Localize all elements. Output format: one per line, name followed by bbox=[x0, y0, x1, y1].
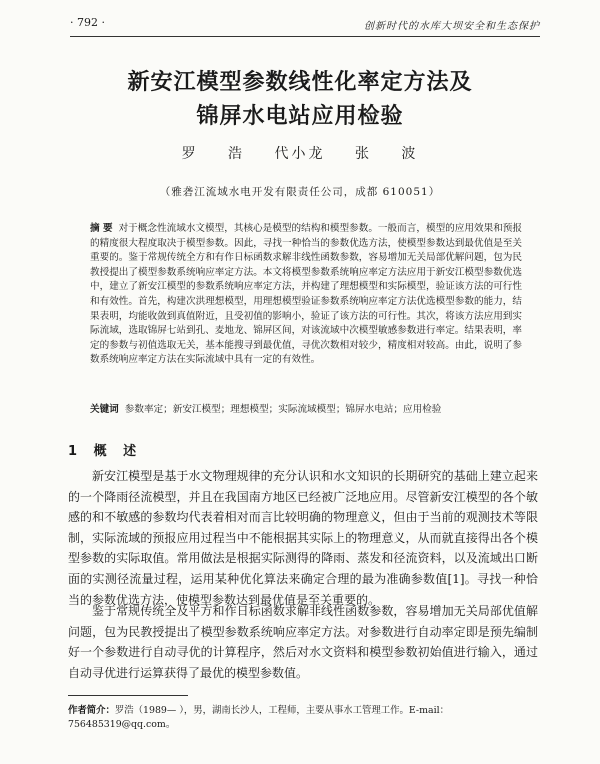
affiliation: （雅砻江流域水电开发有限责任公司，成都 610051） bbox=[159, 186, 441, 198]
running-header bbox=[70, 14, 540, 37]
body-paragraph-1: 新安江模型是基于水文物理规律的充分认识和水文知识的长期研究的基础上建立起来的一个降雨径流模型，并且在我国南方地区已经被广泛地应用。尽管新安江模型的各个敏感的和不敏感的参数均代表着相对而言比较明确的物理意义，但由于当前的观测技术等限制，实际流域的预报应用过程当中不能根据其实际上的物理意义，从而就直接得出各个模型参数的实际取值。常用做法是根据实际测得的降雨、蒸发和径流资料，以及流域出口断面的实测径流量过程，运用某种优化算法来确定合理的最为准确参数值[1]。寻找一种恰当的参数优选方法，使模型参数达到最优值是至关重要的。 bbox=[68, 469, 538, 607]
paper-title bbox=[0, 66, 600, 134]
keywords bbox=[90, 403, 522, 417]
section-number: 1 bbox=[68, 444, 84, 459]
abstract bbox=[90, 222, 522, 368]
body-paragraph-2: 鉴于常规传统全及平方和作日标函数求解非线性函数参数，容易增加无关局部优值解问题，包为民教授提出了模型参数系统响应率定方法。对参数进行自动率定即是预先编制好一个参数进行自动寻优的计算程序，然后对水文资料和模型参数初始值进行输入，通过自动寻优进行运算获得了最优的模型参数值。 bbox=[68, 604, 538, 680]
footnote-divider bbox=[68, 695, 188, 696]
footnote-text: 罗浩（1989— ），男，湖南长沙人，工程师，主要从事水工管理工作。E-mail：756485319@qq.com。 bbox=[68, 705, 449, 730]
title-line-2: 锦屏水电站应用检验 bbox=[196, 104, 404, 129]
abstract-label: 摘 要 bbox=[90, 223, 113, 234]
keywords-text: 参数率定；新安江模型；理想模型；实际流域模型；锦屏水电站；应用检验 bbox=[124, 404, 442, 415]
footnote-label: 作者简介： bbox=[68, 705, 115, 716]
section-title: 概 述 bbox=[93, 444, 143, 459]
abstract-text: 对于概念性流域水文模型，其核心是模型的结构和模型参数。一般而言，模型的应用效果和预报的精度很大程度取决于模型参数。因此，寻找一种恰当的参数优选方法，使模型参数达到最优值是至关重要的。鉴于常规传统全方和有作日标函数求解非线性函数参数，容易增加无关局部优解问题，包为民教授提出了模型参数系统响应率定方法。本文将模型参数系统响应率定方法应用于新安江模型参数优选中，建立了新安江模型的参数系统响应率定方法，并构建了理想模型和实际模型，验证该方法的可行性和有效性。首先，构建次洪理想模型，用理想模型验证参数系统响应率定方法优选模型参数的能力，结果表明，均能收敛到真值附近，且受初值的影响小，验证了该方法的可行性。其次，将该方法应用到实际流域，选取锦屏七站到孔、麦地龙、锦屏区间，对该流域中次模型敏感参数进行率定。结果表明，率定的参数与初值选取无关，基本能搜寻到最优值，寻优次数相对较少，精度相对较高。由此，说明了参数系统响应率定方法在实际流域中具有一定的有效性。 bbox=[90, 223, 523, 366]
title-line-1: 新安江模型参数线性化率定方法及 bbox=[127, 70, 473, 95]
journal-title: 创新时代的水库大坝安全和生态保护 bbox=[364, 21, 540, 32]
author-footnote bbox=[68, 704, 540, 732]
page-number: · 792 · bbox=[70, 16, 105, 29]
keywords-label: 关键词 bbox=[90, 404, 119, 415]
author-list: 罗 浩 代小龙 张 波 bbox=[181, 146, 419, 162]
section-heading bbox=[68, 440, 142, 459]
